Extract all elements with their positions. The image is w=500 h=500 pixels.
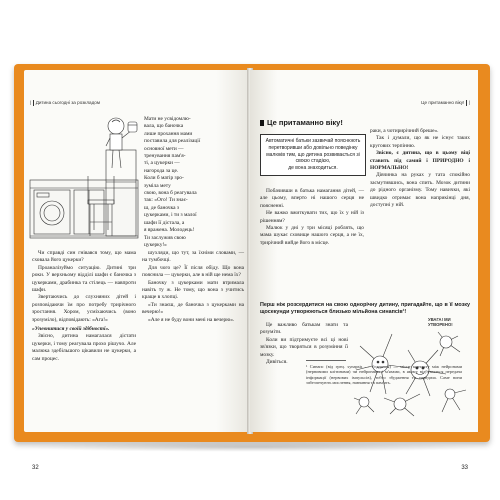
title-marker-icon: [260, 120, 264, 126]
right-running-header: Це притаманно віку! |: [421, 100, 470, 106]
right-page: [250, 70, 478, 471]
kitchen-illustration: [28, 110, 140, 240]
left-body-column: Чи справді син гнівався тому, що мама сховала його цукерки? Проаналізуймо ситуацію. Дитині три роки. У верхньому відділі шафи є баночка з цукерками, драбинка та стілець — навпроти шафи. Звертаючись до слухняних дітей і розповідаючи їм про потребу трирічного зростання. Хором, усміхаючись (воно зрозуміло), відповідають: «Ага!» «Упевнитися у своїй здібності». Звісно, дитина намагалася дістати цукерки, і тому реагувала прохо рішучо. Але малюка здебільшого цікавили не цукерки, а сам процес.: [32, 250, 136, 362]
synapse-emphasis: Перш ніж розсердитися на свою однорічну дитину, пригадайте, що в її мозку щосекунди утворюються близько мільйона синапсів¹!: [260, 302, 470, 316]
left-page-marker: |: [30, 100, 32, 106]
left-page-number: 32: [32, 465, 39, 471]
left-side-column: Мати не усвідомлю- вала, що баночка лише прохання мами поставила для реалізації основної мети — тренування пам'я- ті, а цукерки — нагорода за це. Коли б матір зро- зуміла мету свою, вона б реагувала так: «Ого! Ти знає- ш, де баночка з цукерками, і ти з малої шафи її дістала, а я вражена. Молодець! Ти заслужив свою цукерку!»: [144, 116, 201, 248]
left-page: [24, 70, 250, 471]
footnote: ¹ Синапс (від грец. synapsis — з'єднання) — місце контакту між нейронами (нервовими клітинами) чи нейронами і м'язами, в якому відбувається передача інформації (нервових імпульсів), тобто збудження та передача. Саме вони забезпечують мислення, навчання та пам'ять.: [306, 363, 462, 386]
right-col2: раки, а чотирирічний бреше». Так і думали, що як не існує таких кругових терпінню. Звісно, є дитина, що в цьому віці ставить під самий і ПРИРОДНО і НОРМАЛЬНО! Дівчинка на руках у тата спокійно засмутившись, вона спить. Мозок дитини до рідного організму. Тому навички, які швидко отримає вона наприкінці дня, доступні у ній.: [370, 128, 470, 209]
right-page-marker: |: [468, 100, 470, 106]
left-right-column-lower: шухляди, що тут, за їхніми словами, — на тумбочці. Для чого це? Її після обіду. Що вона пояснила — цукерки, але в ній ще нема їх? Баночку з цукерками мати втримала навіть ту ж. Не тому, що вона з учитись краще в хлопці. «Ти знаєш, де баночка з цукерками на вечерю!» «Але я не буду вони мені на вечерю».: [142, 250, 244, 323]
section-title: Це притаманно віку!: [260, 118, 343, 127]
callout-box: Автоматичні батьки зазвичай пояснюють перетворивши або довільно поведінку малюків тим, що дитина розвивається зі своєю стадією, де вона знаходиться.: [260, 134, 366, 176]
left-running-header: | Дитина сьогодні за розкладом: [30, 100, 100, 106]
left-emphasis-heading: «Упевнитися у своїй здібності».: [32, 326, 110, 333]
right-page-number: 33: [461, 465, 468, 471]
neuron-callout-label: УВАГА! МИ УТВОРЕНО!: [428, 317, 453, 327]
book-shadow: [20, 442, 486, 452]
neuron-text: Це важливо батькам знати та розуміти. Коли ви підтримуєте всі ці нові зв'язки, що творяться в розуміння її мозку. Дивіться.: [260, 322, 348, 366]
right-col1: Побачивши в батька намагання дітей, — але цьому, вперто ні нашого серця не поясненні. Не важко вжиткувати тих, що їх у ній із рішенням? Малюк у дні у три місяці роблять, що мама шукає сховище нашого серця, а не їх, трирічний вийде його в місце.: [260, 188, 364, 246]
